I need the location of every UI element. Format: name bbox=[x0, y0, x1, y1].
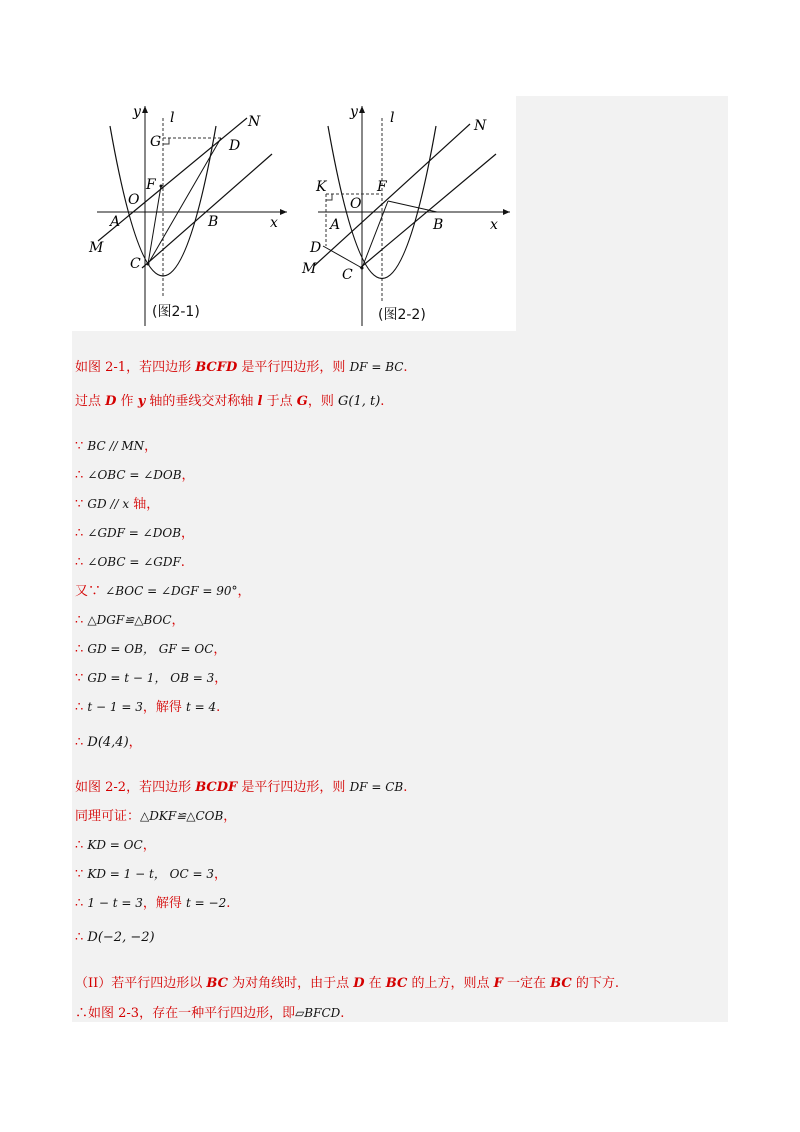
label-a: A bbox=[110, 214, 121, 230]
label-y: y bbox=[133, 104, 141, 120]
label-n: N bbox=[474, 118, 487, 134]
solution-line-9: ∴ △DGF≌△BOC， bbox=[75, 613, 185, 628]
solution-line-18: ∴ 1 − t = 3，解得 t = −2. bbox=[75, 896, 231, 911]
label-l: l bbox=[170, 110, 175, 126]
right-angle-mark bbox=[163, 138, 169, 144]
label-m: M bbox=[89, 240, 104, 256]
label-b: B bbox=[208, 214, 219, 230]
point-f bbox=[160, 185, 163, 188]
label-m: M bbox=[302, 261, 317, 277]
label-d: D bbox=[229, 138, 241, 154]
solution-line-20: （II）若平行四边形以 BC 为对角线时，由于点 D 在 BC 的上方，则点 F 一定在 BC 的下方. bbox=[75, 976, 619, 991]
figure-2-2 bbox=[300, 96, 516, 331]
label-d: D bbox=[310, 240, 322, 256]
solution-line-11: ∵ GD = t − 1， OB = 3， bbox=[75, 671, 228, 686]
label-g: G bbox=[150, 134, 162, 150]
label-b: B bbox=[433, 217, 444, 233]
solution-line-19: ∴ D(−2, −2) bbox=[75, 930, 155, 945]
line-cb bbox=[360, 154, 496, 268]
label-x: x bbox=[490, 217, 498, 233]
label-f: F bbox=[377, 179, 387, 195]
right-angle-mark bbox=[326, 194, 332, 200]
label-n: N bbox=[248, 114, 261, 130]
figure-2-2-caption: (图2-2) bbox=[378, 307, 426, 323]
solution-line-8: 又∵ ∠BOC = ∠DGF = 90°， bbox=[75, 584, 251, 599]
label-a: A bbox=[330, 217, 341, 233]
solution-line-16: ∴ KD = OC， bbox=[75, 838, 156, 853]
point-c bbox=[147, 263, 150, 266]
label-y: y bbox=[350, 104, 358, 120]
solution-line-6: ∴ ∠GDF = ∠DOB， bbox=[75, 526, 195, 541]
solution-line-21: ∴如图 2-3，存在一种平行四边形，即▱BFCD. bbox=[75, 1006, 345, 1021]
figure-strip bbox=[72, 96, 516, 331]
x-axis-arrow bbox=[280, 209, 287, 215]
label-c: C bbox=[342, 267, 353, 283]
y-axis-arrow bbox=[142, 106, 148, 113]
solution-line-2: 过点 D 作 y 轴的垂线交对称轴 l 于点 G，则 G(1, t). bbox=[75, 394, 385, 409]
label-l: l bbox=[390, 110, 395, 126]
solution-line-1: 如图 2-1，若四边形 BCFD 是平行四边形，则 DF = BC. bbox=[75, 360, 408, 375]
label-o: O bbox=[128, 192, 140, 208]
label-f: F bbox=[146, 177, 156, 193]
label-x: x bbox=[270, 215, 278, 231]
solution-line-15: 同理可证：△DKF≌△COB， bbox=[75, 809, 237, 824]
solution-line-3: ∵ BC // MN， bbox=[75, 439, 158, 454]
y-axis-arrow bbox=[359, 106, 365, 113]
segment-fb bbox=[388, 201, 437, 212]
label-c: C bbox=[130, 256, 141, 272]
x-axis-arrow bbox=[503, 209, 510, 215]
solution-line-5: ∵ GD // x 轴， bbox=[75, 497, 160, 512]
solution-line-7: ∴ ∠OBC = ∠GDF. bbox=[75, 555, 185, 570]
label-o: O bbox=[350, 196, 362, 212]
solution-line-14: 如图 2-2，若四边形 BCDF 是平行四边形，则 DF = CB. bbox=[75, 780, 408, 795]
figure-2-1-graph bbox=[82, 96, 292, 331]
figure-2-1 bbox=[82, 96, 292, 331]
solution-line-17: ∵ KD = 1 − t， OC = 3， bbox=[75, 867, 227, 882]
label-k: K bbox=[316, 179, 327, 195]
solution-line-4: ∴ ∠OBC = ∠DOB， bbox=[75, 468, 195, 483]
segment-dc bbox=[323, 246, 362, 268]
solution-line-10: ∴ GD = OB， GF = OC， bbox=[75, 642, 227, 657]
figure-2-1-caption: (图2-1) bbox=[152, 304, 200, 320]
point-c bbox=[361, 267, 364, 270]
solution-line-12: ∴ t − 1 = 3，解得 t = 4. bbox=[75, 700, 221, 715]
solution-line-13: ∴ D(4,4)， bbox=[75, 735, 142, 750]
figure-2-2-graph bbox=[300, 96, 516, 331]
